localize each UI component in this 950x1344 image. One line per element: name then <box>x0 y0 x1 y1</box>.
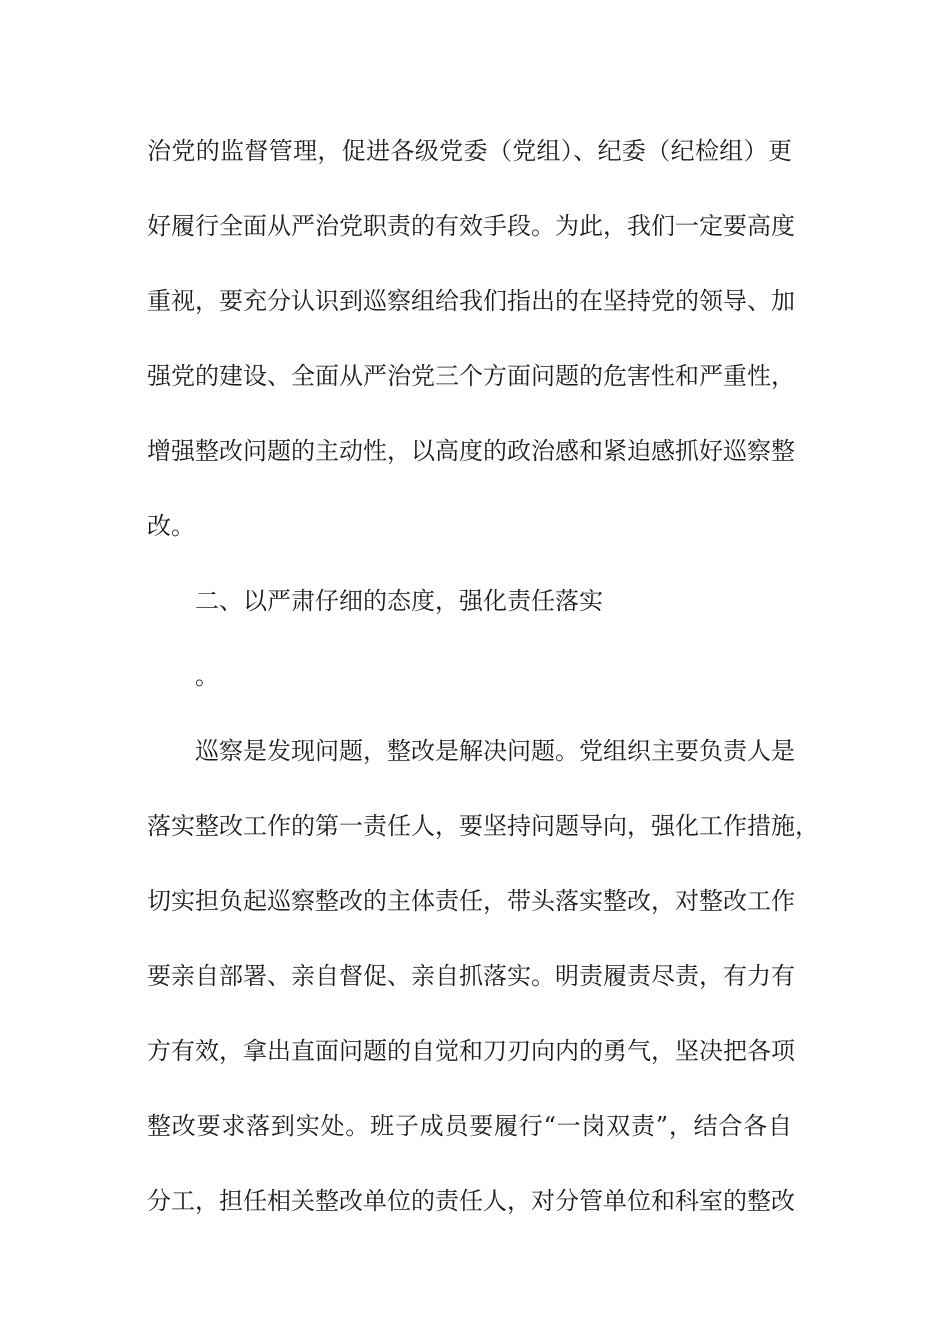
text-line: 强党的建设、全面从严治党三个方面问题的危害性和严重性， <box>147 362 795 390</box>
text-line: 整改要求落到实处。班子成员要履行“一岗双责”，结合各自 <box>147 1112 792 1140</box>
paragraph-start: 巡察是发现问题，整改是解决问题。党组织主要负责人是 <box>195 737 795 765</box>
text-line: 重视，要充分认识到巡察组给我们指出的在坚持党的领导、加 <box>147 287 795 315</box>
text-line: 切实担负起巡察整改的主体责任，带头落实整改，对整改工作 <box>147 887 795 915</box>
text-line: 增强整改问题的主动性，以高度的政治感和紧迫感抓好巡察整 <box>147 437 795 465</box>
text-line: 方有效，拿出直面问题的自觉和刀刃向内的勇气，坚决把各项 <box>147 1037 795 1065</box>
text-line: 治党的监督管理，促进各级党委（党组）、纪委（纪检组）更 <box>147 137 792 165</box>
text-line: 改。 <box>147 512 195 540</box>
text-line: 好履行全面从严治党职责的有效手段。为此，我们一定要高度 <box>147 212 795 240</box>
text-line: 。 <box>195 662 219 690</box>
text-line: 要亲自部署、亲自督促、亲自抓落实。明责履责尽责，有力有 <box>147 962 795 990</box>
text-line: 分工，担任相关整改单位的责任人，对分管单位和科室的整改 <box>147 1187 795 1215</box>
section-heading: 二、以严肃仔细的态度，强化责任落实 <box>195 587 603 615</box>
text-line: 落实整改工作的第一责任人，要坚持问题导向，强化工作措施， <box>147 812 819 840</box>
